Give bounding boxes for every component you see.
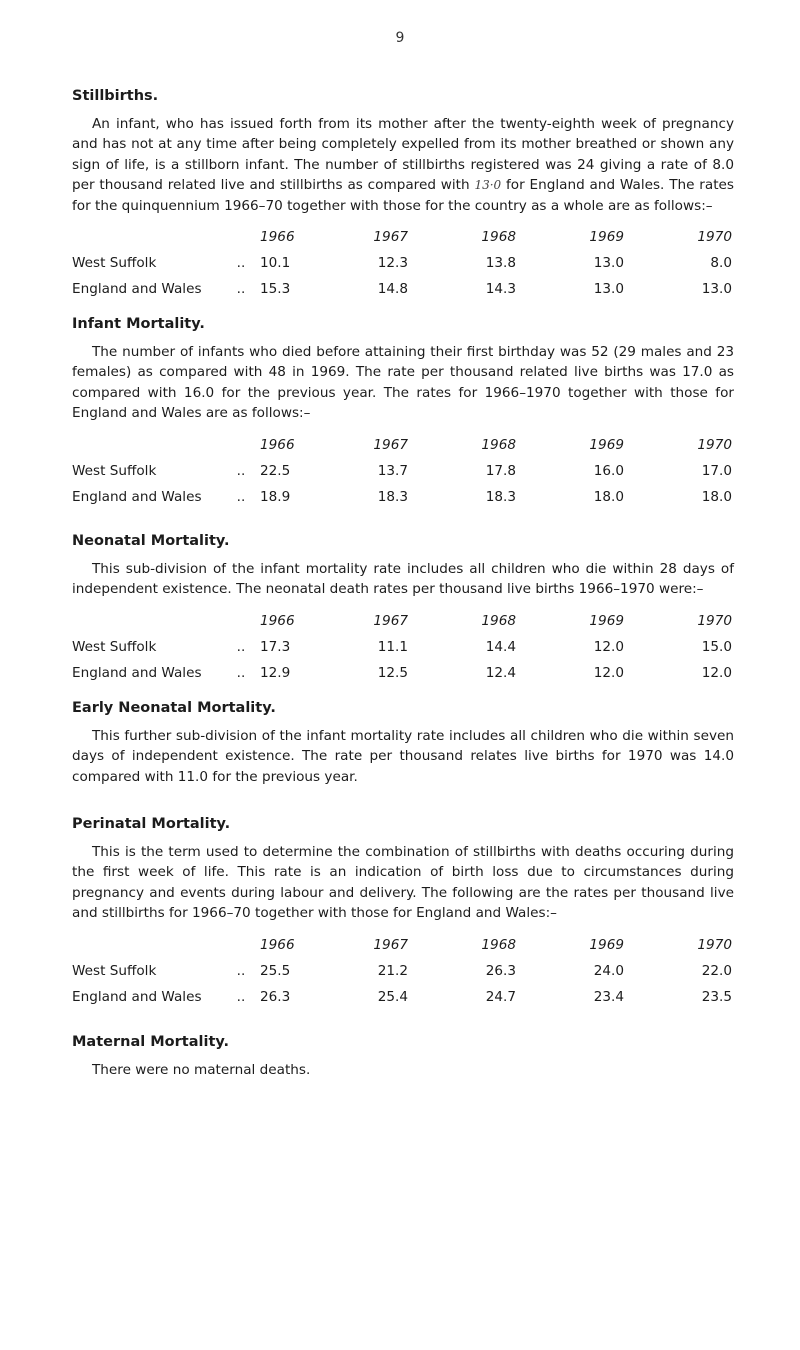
section-early-neonatal-mortality [72,700,734,787]
row-label: England and Wales [72,988,202,1005]
table-cell: 21.2 [377,962,408,979]
row-label: England and Wales [72,664,202,681]
table-cell: 13.0 [593,281,624,298]
table-cell: 17.8 [485,462,516,479]
year-header: 1966 [260,612,295,629]
table-cell: 22.5 [260,462,291,479]
table-cell: 14.3 [485,281,516,298]
table-cell: 11.1 [377,638,408,655]
leader-dots: .. [236,988,246,1005]
table-row [72,634,732,660]
table-cell: 25.4 [377,988,408,1005]
section-maternal-mortality [72,1034,734,1080]
section-heading: Neonatal Mortality. [72,533,230,549]
rates-table [72,932,732,1010]
year-header: 1970 [697,936,732,953]
row-label: West Suffolk [72,638,157,655]
section-neonatal-mortality [72,533,734,686]
table-cell: 18.0 [593,488,624,505]
rates-table [72,224,732,302]
table-cell: 10.1 [260,255,291,272]
section-heading: Early Neonatal Mortality. [72,700,276,716]
year-header: 1970 [697,612,732,629]
row-label: England and Wales [72,281,202,298]
section-stillbirths [72,88,734,302]
year-header: 1969 [589,936,624,953]
table-cell: 13.8 [485,255,516,272]
leader-dots: .. [236,255,246,272]
paragraph-text: An infant, who has issued forth from its mother after the twenty-eighth week of pregnancy and has not at any time after being completely expelled from its mother breathed or shown any sign of life, is a stillborn infant. The number of stillbirths registered was 24 giving a rate of 8.0 per thousand related live and stillbirths as compared with [72,116,734,194]
table-row [72,660,732,686]
year-header: 1969 [589,612,624,629]
leader-dots: .. [236,638,246,655]
year-header: 1968 [481,436,516,453]
table-cell: 24.7 [485,988,516,1005]
table-cell: 12.9 [260,664,291,681]
table-row [72,250,732,276]
table-cell: 13.0 [701,281,732,298]
year-header: 1968 [481,612,516,629]
section-heading: Maternal Mortality. [72,1034,230,1050]
paragraph-text: for England and Wales. The rates for the quinquennium 1966–70 together with those for the country as a whole are as follows:– [72,177,734,214]
section-heading: Perinatal Mortality. [72,816,231,832]
table-cell: 18.0 [701,488,732,505]
leader-dots: .. [236,462,246,479]
year-header-row [72,608,732,634]
row-label: England and Wales [72,488,202,505]
year-header: 1966 [260,436,295,453]
table-cell: 16.0 [593,462,624,479]
leader-dots: .. [236,488,246,505]
row-label: West Suffolk [72,255,157,272]
table-cell: 22.0 [701,962,732,979]
year-header: 1967 [373,612,408,629]
year-header: 1967 [373,436,408,453]
table-cell: 13.7 [377,462,408,479]
table-cell: 25.5 [260,962,291,979]
table-cell: 17.0 [701,462,732,479]
table-cell: 26.3 [260,988,291,1005]
table-cell: 12.0 [593,664,624,681]
handwritten-annotation: 13·0 [474,178,502,193]
table-cell: 18.3 [485,488,516,505]
leader-dots: .. [236,664,246,681]
year-header: 1970 [697,229,732,246]
section-paragraph: This sub-division of the infant mortality rate includes all children who die within 28 days of independent existence. The neonatal death rates per thousand live births 1966–1970 were:– [72,561,734,598]
year-header: 1968 [481,229,516,246]
rates-table [72,432,732,510]
year-header: 1967 [373,229,408,246]
year-header-row [72,932,732,958]
section-paragraph: This is the term used to determine the combination of stillbirths with deaths occuring during the first week of life. This rate is an indication of birth loss due to circumstances during pregnancy and events during labour and delivery. The following are the rates per thousand live and stillbirths for 1966–70 together with those for England and Wales:– [72,844,734,922]
table-row [72,984,732,1010]
section-paragraph: The number of infants who died before attaining their first birthday was 52 (29 males and 23 females) as compared with 48 in 1969. The rate per thousand related live births was 17.0 as compared with 16.0 for the previous year. The rates for 1966–1970 together with those for England and Wales are as follows:– [72,344,734,422]
section-perinatal-mortality [72,816,734,1010]
section-paragraph: There were no maternal deaths. [92,1062,311,1078]
year-header: 1969 [589,436,624,453]
year-header: 1970 [697,436,732,453]
table-cell: 12.4 [485,664,516,681]
table-cell: 17.3 [260,638,291,655]
section-infant-mortality [72,316,734,510]
leader-dots: .. [236,962,246,979]
table-cell: 23.4 [593,988,624,1005]
table-cell: 14.4 [485,638,516,655]
table-row [72,484,732,510]
page-number: 9 [395,30,405,46]
table-cell: 18.3 [377,488,408,505]
table-cell: 23.5 [701,988,732,1005]
year-header: 1968 [481,936,516,953]
table-cell: 12.0 [701,664,732,681]
year-header-row [72,224,732,250]
row-label: West Suffolk [72,462,157,479]
table-cell: 14.8 [377,281,408,298]
year-header: 1966 [260,936,295,953]
year-header: 1966 [260,229,295,246]
table-row [72,276,732,302]
leader-dots: .. [236,281,246,298]
section-paragraph: This further sub-division of the infant mortality rate includes all children who die within seven days of independent existence. The rate per thousand relates live births for 1970 was 14.0 compared with 11.0 for the previous year. [72,728,734,785]
section-paragraph [72,114,734,216]
section-heading: Stillbirths. [72,88,159,104]
year-header-row [72,432,732,458]
table-cell: 15.0 [701,638,732,655]
year-header: 1969 [589,229,624,246]
row-label: West Suffolk [72,962,157,979]
table-cell: 12.5 [377,664,408,681]
section-heading: Infant Mortality. [72,316,205,332]
table-cell: 18.9 [260,488,291,505]
table-cell: 26.3 [485,962,516,979]
year-header: 1967 [373,936,408,953]
table-cell: 13.0 [593,255,624,272]
table-cell: 8.0 [710,255,732,272]
table-cell: 12.0 [593,638,624,655]
table-row [72,958,732,984]
table-cell: 15.3 [260,281,291,298]
rates-table [72,608,732,686]
table-row [72,458,732,484]
table-cell: 12.3 [377,255,408,272]
table-cell: 24.0 [593,962,624,979]
